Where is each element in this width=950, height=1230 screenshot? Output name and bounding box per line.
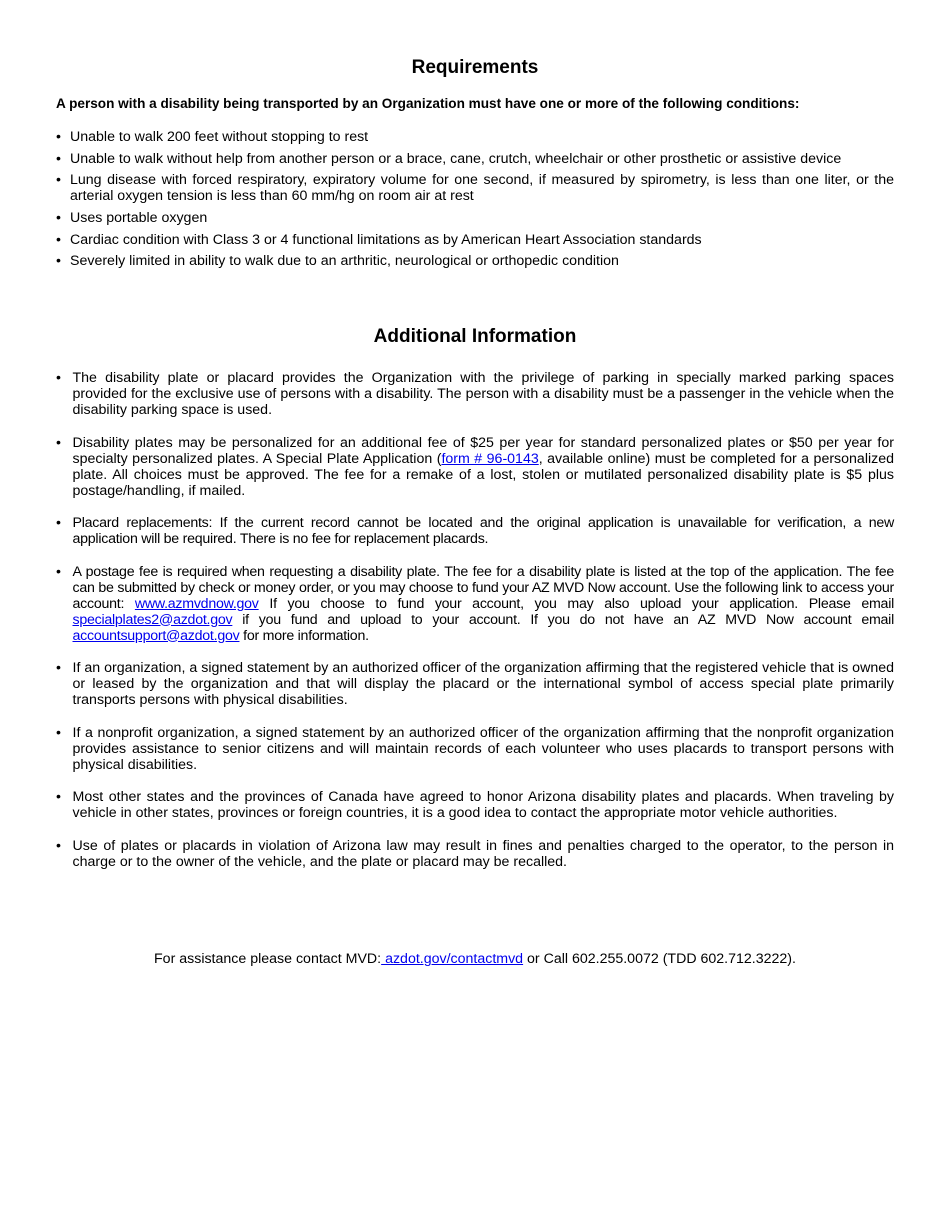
bullet-icon: • <box>56 129 61 145</box>
info-item-other-states: • Most other states and the provinces of Canada have agreed to honor Arizona disability plates and placards. When traveling by vehicle in other states, provinces or foreign countries, it is a good idea to contact the appropriate motor vehicle authorities. <box>56 789 894 821</box>
bullet-icon: • <box>56 253 61 270</box>
bullet-icon: • <box>56 563 61 580</box>
info-item-violation-penalties: • Use of plates or placards in violation of Arizona law may result in fines and penalties charged to the operator, to the person in charge or to the owner of the vehicle, and the plate or placard may be recalled. <box>56 837 894 870</box>
requirement-item: • Severely limited in ability to walk due to an arthritic, neurological or orthopedic condition <box>56 253 619 270</box>
azmvdnow-link[interactable]: www.azmvdnow.gov <box>134 595 259 612</box>
requirement-item: • Lung disease with forced respiratory, expiratory volume for one second, if measured by spirometry, is less than one liter, or the arterial oxygen tension is less than 60 mm/hg on room air at rest <box>56 172 894 205</box>
info-item-organization-statement: • If an organization, a signed statement by an authorized officer of the organization affirming that the registered vehicle that is owned or leased by the organization and that will display the placard or the international symbol of access special plate primarily transports persons with physical disabilities. <box>56 660 894 708</box>
info-item-personalized-plates: • Disability plates may be personalized for an additional fee of $25 per year for standard personalized plates or $50 per year for specialty personalized plates. A Special Plate Application (form # 96-0143, available online) must be completed for a personalized plate. All choices must be approved. The fee for a remake of a lost, stolen or mutilated personalized disability plate is $5 plus postage/handling, if mailed. <box>56 434 894 499</box>
bullet-icon: • <box>56 370 61 386</box>
requirement-item: • Cardiac condition with Class 3 or 4 functional limitations as by American Heart Association standards <box>56 231 702 248</box>
requirements-heading: Requirements <box>411 57 539 78</box>
info-item-nonprofit-statement: • If a nonprofit organization, a signed statement by an authorized officer of the organization affirming that the nonprofit organization provides assistance to senior citizens and will maintain records of each volunteer who uses placards to transport persons with physical disabilities. <box>56 724 894 773</box>
accountsupport-email-link[interactable]: accountsupport@azdot.gov <box>72 627 240 644</box>
requirement-item: • Unable to walk 200 feet without stopping to rest <box>56 129 369 145</box>
info-item-parking-privilege: • The disability plate or placard provides the Organization with the privilege of parking in specially marked parking spaces provided for the exclusive use of persons with a disability. The person with a disability must be a passenger in the vehicle when the disability parking space is used. <box>56 370 914 418</box>
bullet-icon: • <box>56 837 61 854</box>
bullet-icon: • <box>56 434 61 451</box>
additional-info-heading: Additional Information <box>373 326 577 347</box>
requirement-item: • Unable to walk without help from another person or a brace, cane, crutch, wheelchair or other prosthetic or assistive device <box>56 150 842 167</box>
requirements-intro: A person with a disability being transported by an Organization must have one or more of the following conditions: <box>56 96 800 111</box>
additional-info-list <box>56 370 914 886</box>
bullet-icon: • <box>56 789 61 805</box>
bullet-icon: • <box>56 172 61 189</box>
assistance-footer: For assistance please contact MVD: azdot.gov/contactmvd or Call 602.255.0072 (TDD 602.712.3222). <box>154 951 796 967</box>
requirements-list <box>56 129 894 275</box>
bullet-icon: • <box>56 515 61 531</box>
bullet-icon: • <box>56 231 61 248</box>
form-96-0143-link[interactable]: form # 96-0143 <box>441 450 539 467</box>
contactmvd-link[interactable]: azdot.gov/contactmvd <box>381 951 524 967</box>
bullet-icon: • <box>56 210 61 227</box>
info-item-placard-replacements: • Placard replacements: If the current record cannot be located and the original application is unavailable for verification, a new application will be required. There is no fee for replacement placards. <box>56 515 894 547</box>
bullet-icon: • <box>56 724 61 741</box>
bullet-icon: • <box>56 660 61 676</box>
bullet-icon: • <box>56 150 61 167</box>
info-item-postage-fee: • A postage fee is required when requesting a disability plate. The fee for a disability plate is listed at the top of the application. The fee can be submitted by check or money order, or you may choose to fund your AZ MVD Now account. Use the following link to access your account: www.azmvdnow.gov If you choose to fund your account, you may also upload your application. Please email specialplates2@azdot.gov if you fund and upload to your account. If you do not have an AZ MVD Now account email accountsupport@azdot.gov for more information. <box>56 563 895 644</box>
specialplates-email-link[interactable]: specialplates2@azdot.gov <box>72 611 233 628</box>
requirement-item: • Uses portable oxygen <box>56 210 208 227</box>
